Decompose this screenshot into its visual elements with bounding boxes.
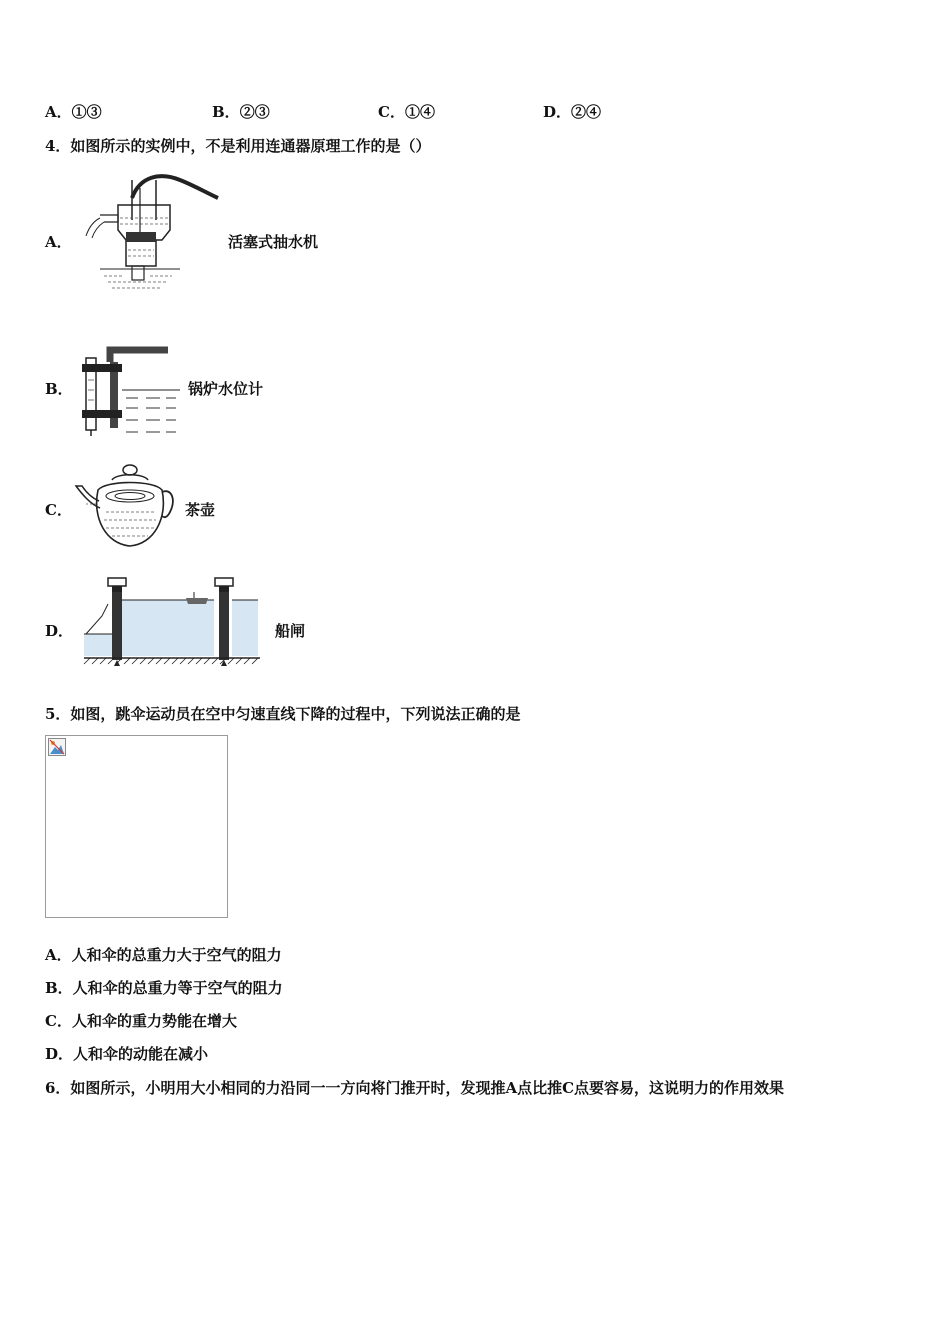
teapot-figure <box>72 460 182 552</box>
q4-stem: 4．如图所示的实例中，不是利用连通器原理工作的是（） <box>45 137 431 155</box>
q4-option-b-caption: 锅炉水位计 <box>188 380 264 398</box>
q6-stem: 6．如图所示，小明用大小相同的力沿同一一方向将门推开时，发现推A点比推C点要容易，这说明力的作用效果 <box>45 1079 785 1097</box>
q3-option-a: A．①③ <box>45 103 102 121</box>
q3-option-b: B．②③ <box>212 103 270 121</box>
q4-option-d-letter: D． <box>45 622 74 640</box>
q4-option-b-letter: B． <box>45 380 73 398</box>
q5-option-c: C．人和伞的重力势能在增大 <box>45 1012 237 1030</box>
piston-pump-figure <box>80 170 220 292</box>
q5-option-b: B．人和伞的总重力等于空气的阻力 <box>45 979 283 997</box>
q4-option-c-letter: C． <box>45 501 72 519</box>
q4-option-d-caption: 船闸 <box>275 622 306 640</box>
broken-image-icon <box>48 738 66 756</box>
boiler-gauge-figure <box>80 340 180 440</box>
q5-option-d: D．人和伞的动能在减小 <box>45 1045 209 1063</box>
q5-figure-placeholder <box>45 735 228 918</box>
q4-option-a-letter: A． <box>45 233 72 251</box>
q4-option-c-caption: 茶壶 <box>185 501 216 519</box>
q3-option-d: D．②④ <box>543 103 602 121</box>
q5-option-a: A．人和伞的总重力大于空气的阻力 <box>45 946 282 964</box>
ship-lock-figure <box>82 574 262 670</box>
q4-option-a-caption: 活塞式抽水机 <box>228 233 319 251</box>
q3-option-c: C．①④ <box>378 103 435 121</box>
q5-stem: 5．如图，跳伞运动员在空中匀速直线下降的过程中，下列说法正确的是 <box>45 705 521 723</box>
